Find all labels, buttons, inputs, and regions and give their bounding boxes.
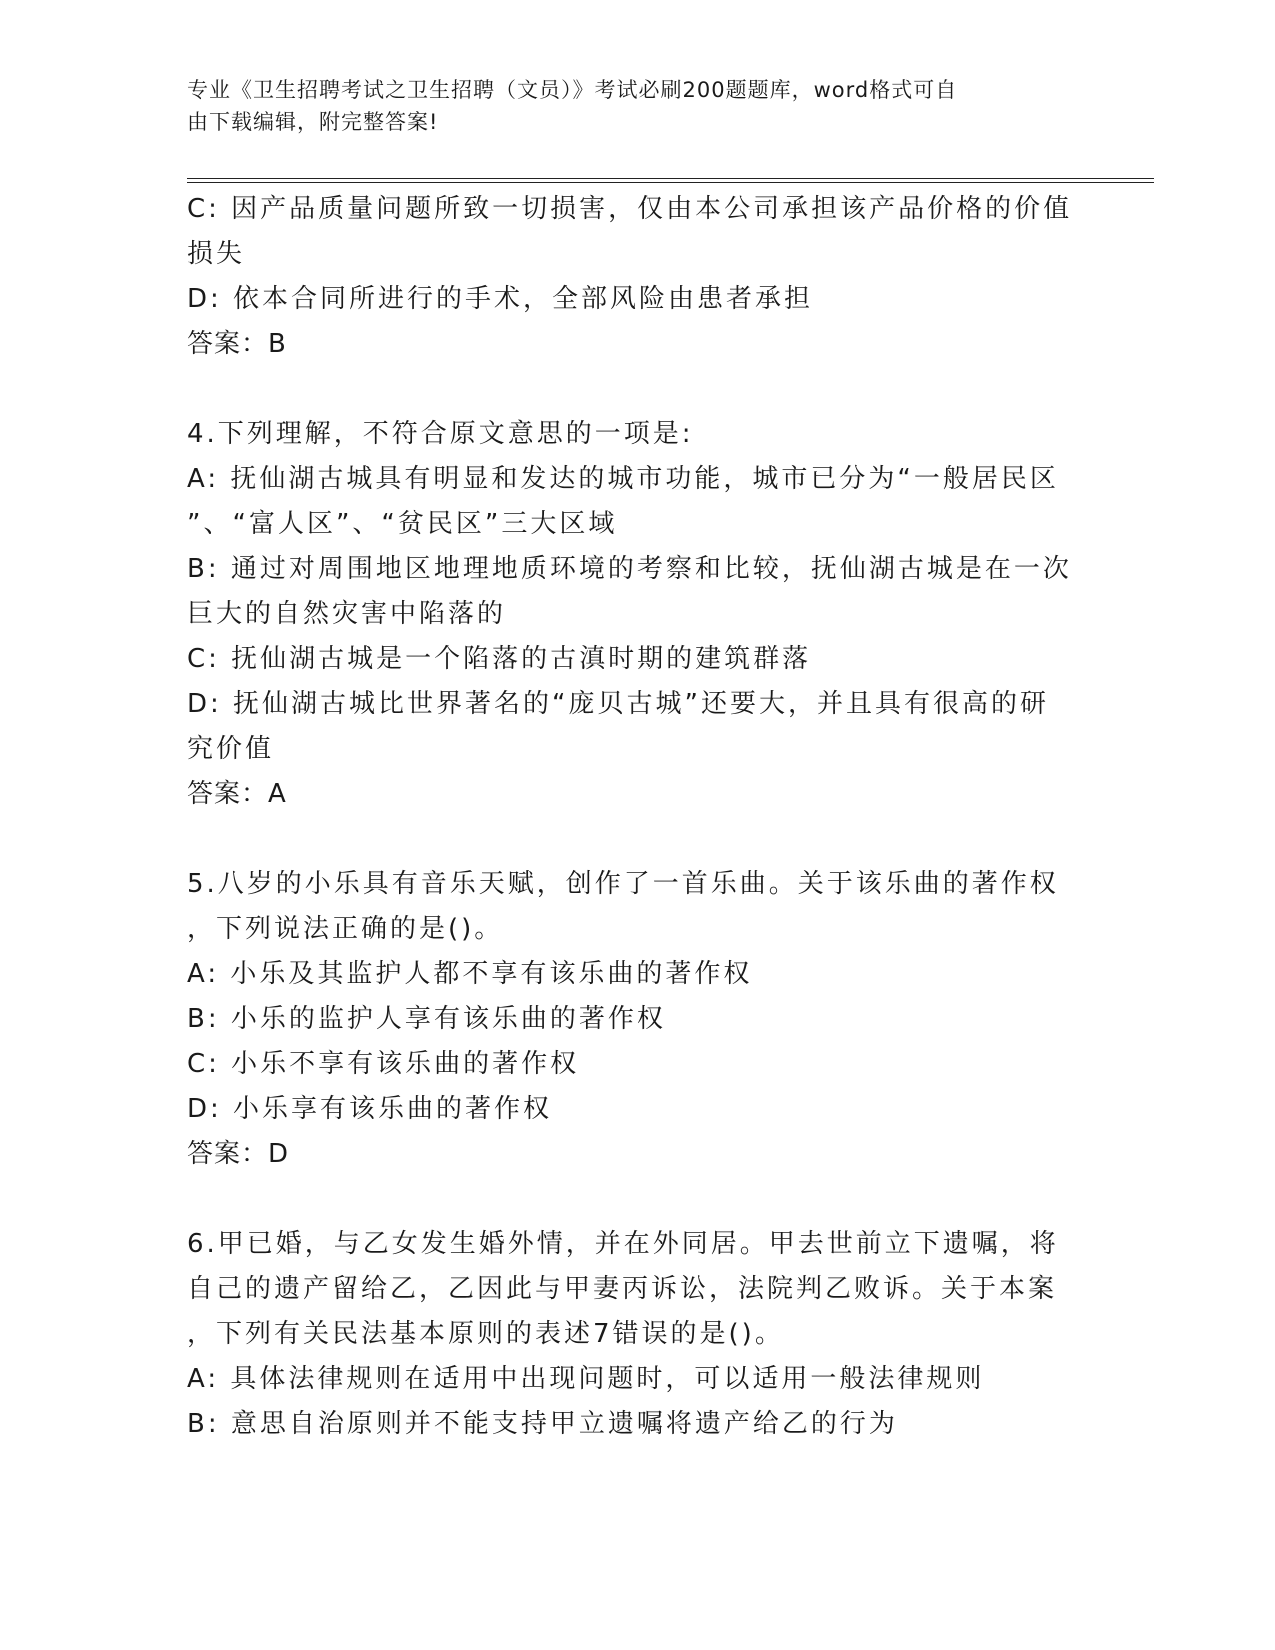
answer: 答案：A: [187, 779, 287, 809]
header-rule-top: [187, 178, 1154, 179]
question-5: [187, 862, 1107, 1177]
header-line-1: 专业《卫生招聘考试之卫生招聘（文员）》考试必刷200题题库，word格式可自: [187, 78, 958, 102]
option-c-continued: 损失: [187, 239, 246, 269]
option-d-continued: 究价值: [187, 734, 275, 764]
option-a-continued: ”、“富人区”、“贫民区”三大区域: [187, 509, 618, 539]
option-c: C: 小乐不享有该乐曲的著作权: [187, 1049, 580, 1079]
option-d: D: 抚仙湖古城比世界著名的“庞贝古城”还要大，并且具有很高的研: [187, 689, 1049, 719]
spacer: [187, 817, 1107, 862]
question-stem-continued: ，下列说法正确的是()。: [187, 914, 504, 944]
question-stem: 5.八岁的小乐具有音乐天赋，创作了一首乐曲。关于该乐曲的著作权: [187, 869, 1059, 899]
question-stem: 6.甲已婚，与乙女发生婚外情，并在外同居。甲去世前立下遗嘱，将: [187, 1229, 1059, 1259]
option-a: A: 小乐及其监护人都不享有该乐曲的著作权: [187, 959, 753, 989]
option-a: A: 抚仙湖古城具有明显和发达的城市功能，城市已分为“一般居民区: [187, 464, 1059, 494]
option-d: D: 小乐享有该乐曲的著作权: [187, 1094, 553, 1124]
answer: 答案：D: [187, 1139, 290, 1169]
document-body: [187, 187, 1107, 1447]
header-rule-bottom: [187, 182, 1154, 183]
document-header: [187, 74, 1067, 138]
question-stem: 4.下列理解，不符合原文意思的一项是:: [187, 419, 694, 449]
question-6: [187, 1222, 1107, 1447]
spacer: [187, 367, 1107, 412]
option-b: B: 意思自治原则并不能支持甲立遗嘱将遗产给乙的行为: [187, 1409, 898, 1439]
option-b: B: 小乐的监护人享有该乐曲的著作权: [187, 1004, 666, 1034]
option-d: D: 依本合同所进行的手术，全部风险由患者承担: [187, 284, 814, 314]
option-c: C: 因产品质量问题所致一切损害，仅由本公司承担该产品价格的价值: [187, 194, 1073, 224]
question-4: [187, 412, 1107, 817]
answer: 答案：B: [187, 329, 287, 359]
question-stem-continued: 自己的遗产留给乙，乙因此与甲妻丙诉讼，法院判乙败诉。关于本案: [187, 1274, 1058, 1304]
question-3-tail: [187, 187, 1107, 367]
spacer: [187, 1177, 1107, 1222]
option-c: C: 抚仙湖古城是一个陷落的古滇时期的建筑群落: [187, 644, 812, 674]
option-a: A: 具体法律规则在适用中出现问题时，可以适用一般法律规则: [187, 1364, 985, 1394]
header-line-2: 由下载编辑，附完整答案!: [187, 110, 439, 134]
question-stem-continued: ，下列有关民法基本原则的表述7错误的是()。: [187, 1319, 784, 1349]
option-b: B: 通过对周围地区地理地质环境的考察和比较，抚仙湖古城是在一次: [187, 554, 1072, 584]
option-b-continued: 巨大的自然灾害中陷落的: [187, 599, 507, 629]
